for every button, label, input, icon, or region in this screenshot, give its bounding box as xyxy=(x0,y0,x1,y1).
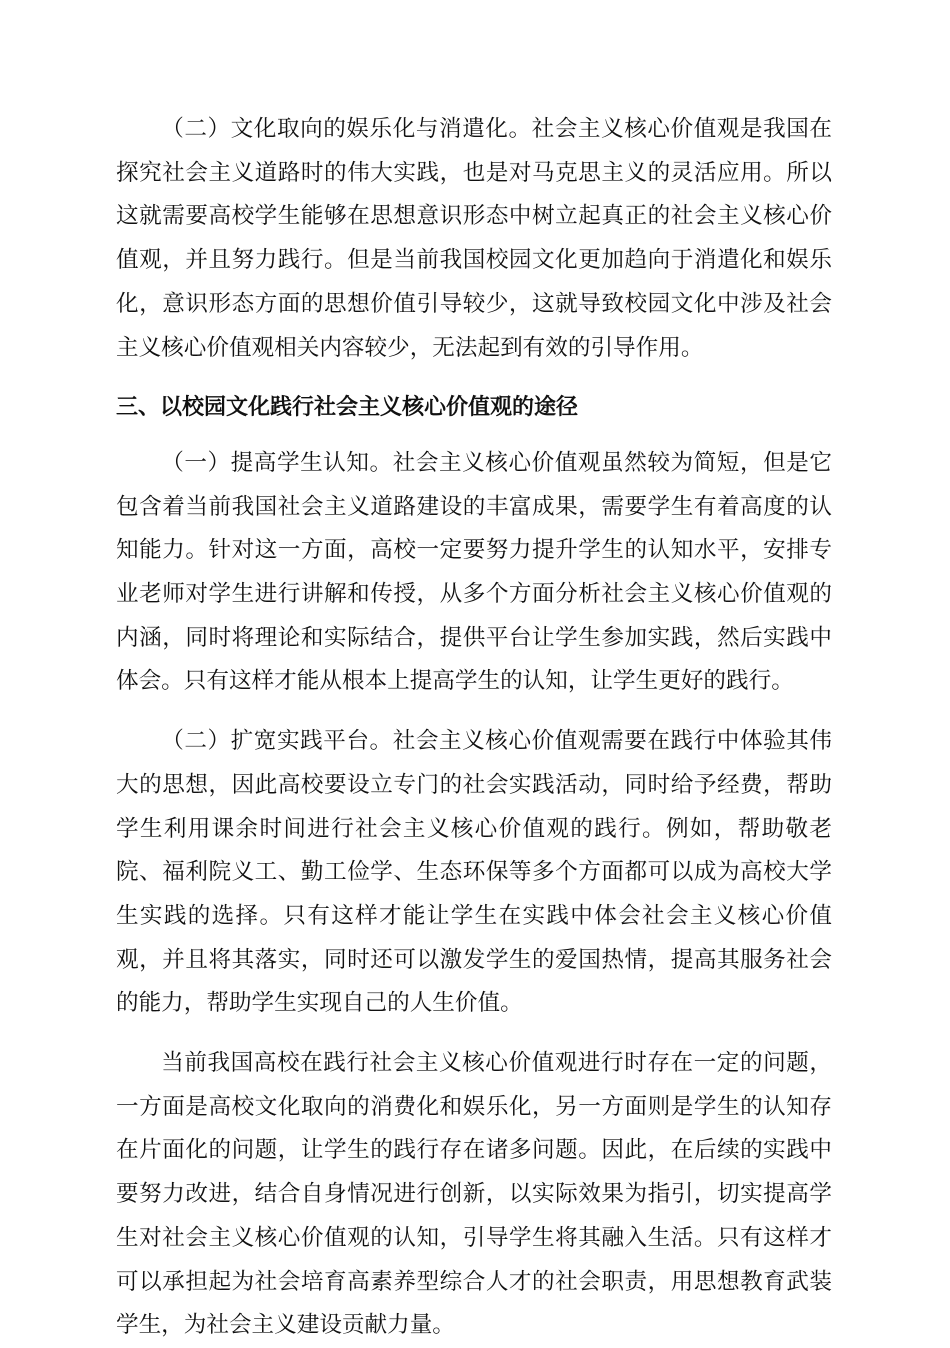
paragraph-expand-practice: （二）扩宽实践平台。社会主义核心价值观需要在践行中体验其伟大的思想，因此高校要设立专门的社会实践活动，同时给予经费，帮助学生利用课余时间进行社会主义核心价值观的践行。例如，帮助敬老院、福利院义工、勤工俭学、生态环保等多个方面都可以成为高校大学生实践的选择。只有这样才能让学生在实践中体会社会主义核心价值观，并且将其落实，同时还可以激发学生的爱国热情，提高其服务社会的能力，帮助学生实现自己的人生价值。 xyxy=(116,728,832,1017)
document-page xyxy=(116,108,832,1348)
paragraph-conclusion: 当前我国高校在践行社会主义核心价值观进行时存在一定的问题，一方面是高校文化取向的消费化和娱乐化，另一方面则是学生的认知存在片面化的问题，让学生的践行存在诸多问题。因此，在后续的实践中要努力改进，结合自身情况进行创新，以实际效果为指引，切实提高学生对社会主义核心价值观的认知，引导学生将其融入生活。只有这样才可以承担起为社会培育高素养型综合人才的社会职责，用思想教育武装学生，为社会主义建设贡献力量。 xyxy=(116,1050,832,1339)
paragraph-improve-cognition: （一）提高学生认知。社会主义核心价值观虽然较为简短，但是它包含着当前我国社会主义道路建设的丰富成果，需要学生有着高度的认知能力。针对这一方面，高校一定要努力提升学生的认知水平，安排专业老师对学生进行讲解和传授，从多个方面分析社会主义核心价值观的内涵，同时将理论和实际结合，提供平台让学生参加实践，然后实践中体会。只有这样才能从根本上提高学生的认知，让学生更好的践行。 xyxy=(116,449,832,695)
section-heading-three: 三、以校园文化践行社会主义核心价值观的途径 xyxy=(116,395,579,421)
paragraph-cultural-orientation: （二）文化取向的娱乐化与消遣化。社会主义核心价值观是我国在探究社会主义道路时的伟大实践，也是对马克思主义的灵活应用。所以这就需要高校学生能够在思想意识形态中树立起真正的社会主义核心价值观，并且努力践行。但是当前我国校园文化更加趋向于消遣化和娱乐化，意识形态方面的思想价值引导较少，这就导致校园文化中涉及社会主义核心价值观相关内容较少，无法起到有效的引导作用。 xyxy=(116,116,832,361)
